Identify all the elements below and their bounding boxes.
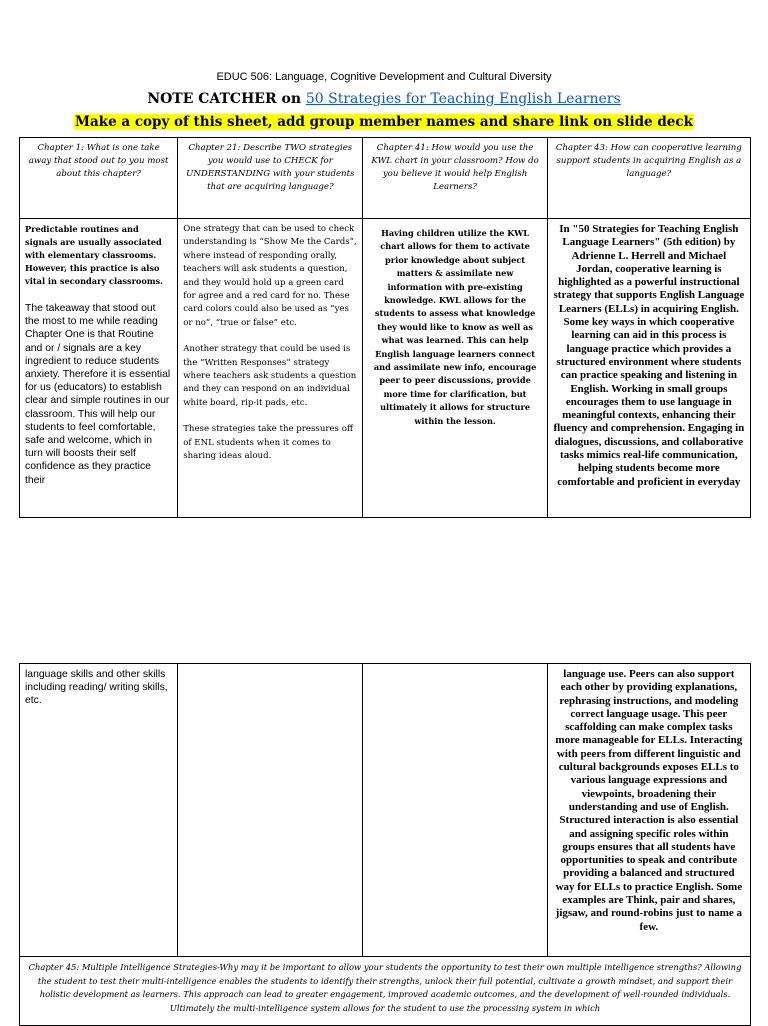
answer-ch1-highlight: Predictable routines and signals are usually associated with elementary classrooms. However, this practice is also vital in secondary classrooms. bbox=[25, 224, 163, 286]
answer-ch1-text: The takeaway that stood out the most to me while reading Chapter One is that Routine and or / signals are a key ingredient to reduce students anxiety. Therefore it is essential for us (educators) to establish clear and simple routines in our classroom. This will help our students to feel comfortable, safe and welcome, which in turn will boosts their self confidence as they practice their bbox=[25, 303, 171, 486]
answer-ch43-continued: language use. Peers can also support each other by providing explanations, rephrasing instructions, and modeling correct language usage. This peer scaffolding can make complex tasks more manageable for ELLs. Interacting with peers from different linguistic and cultural backgrounds exposes ELLs to various language expressions and viewpoints, broadening their understanding and use of English. Structured interaction is also essential and assigning specific roles within groups ensures that all students have opportunities to speak and contribute providing a balanced and structured way for ELLs to practice English. Some examples are Think, pair and shares, jigsaw, and round-robins just to name a few. bbox=[555, 668, 743, 933]
question-ch43: Chapter 43: How can cooperative learning support students in acquiring English as a language? bbox=[555, 143, 742, 179]
note-table-page1 bbox=[19, 137, 751, 518]
instruction-text: Make a copy of this sheet, add group member names and share link on slide deck bbox=[75, 114, 693, 130]
answer-row-continued bbox=[20, 664, 751, 957]
answer-cell-ch41[interactable] bbox=[363, 219, 547, 518]
instruction-banner bbox=[0, 113, 768, 131]
question-cell-ch21 bbox=[178, 138, 363, 219]
answer-row bbox=[20, 219, 751, 518]
question-cell-ch43 bbox=[547, 138, 750, 219]
answer-cell-ch43-continued[interactable] bbox=[547, 664, 750, 957]
answer-ch43-text: In "50 Strategies for Teaching English Language Learners" (5th edition) by Adrienne L. Herrell and Michael Jordan, cooperative learning is highlighted as a powerful instructional strategy that supports English Language Learners (ELLs) in acquiring English. Some key ways in which cooperative learning can aid in this process is language practice which provides a structured environment where students can practice speaking and listening in English. Working in small groups encourages them to use language in meaningful contexts, enhancing their fluency and comprehension. Engaging in dialogues, discussions, and collaborative tasks mimics real-life communication, helping students become more comfortable and proficient in everyday bbox=[553, 223, 745, 488]
chapter45-cell[interactable] bbox=[20, 957, 751, 1026]
question-ch21: Chapter 21: Describe TWO strategies you would use to CHECK for UNDERSTANDING with your students that are acquiring language? bbox=[186, 143, 355, 192]
answer-cell-ch1[interactable] bbox=[20, 219, 178, 518]
question-cell-ch1 bbox=[20, 138, 178, 219]
answer-ch41-text: Having children utilize the KWL chart allows for them to activate prior knowledge about subject matters & assimilate new information with pre-existing knowledge. KWL allows for the students to assess what knowledge they would like to know as well as what was learned. This can help English language learners connect and assimilate new info, encourage peer to peer discussions, provide more time for clarification, but ultimately it allows for structure within the lesson. bbox=[373, 228, 537, 426]
answer-cell-ch43[interactable] bbox=[547, 219, 750, 518]
answer-cell-ch1-continued[interactable] bbox=[20, 664, 178, 957]
chapter45-row bbox=[20, 957, 751, 1026]
title-prefix: NOTE CATCHER on bbox=[147, 91, 306, 107]
note-table-page2 bbox=[19, 663, 751, 1026]
answer-cell-ch21-continued[interactable] bbox=[178, 664, 363, 957]
chapter45-text: Chapter 45: Multiple Intelligence Strategies-Why may it be important to allow your students the opportunity to test their own multiple intelligence strengths? Allowing the student to test their multi-intelligence enables the students to identify their strengths, unlock their full potential, cultivate a growth mindset, and support their holistic development as learners. This approach can lead to greater engagement, improved academic outcomes, and the development of well-rounded individuals. Ultimately the multi-intelligence system allows for the student to use the processing system in which bbox=[28, 962, 742, 1013]
question-ch41: Chapter 41: How would you use the KWL chart in your classroom? How do you believe it would help English Learners? bbox=[371, 143, 539, 192]
answer-ch21-strategy2: Another strategy that could be used is the “Written Responses” strategy where teachers ask students a question and they can respond on an individual white board, rip-it pads, etc. bbox=[183, 344, 357, 408]
course-title: EDUC 506: Language, Cognitive Development and Cultural Diversity bbox=[216, 71, 552, 83]
book-title-link[interactable]: 50 Strategies for Teaching English Learners bbox=[305, 91, 621, 107]
page-title bbox=[0, 90, 768, 108]
question-row bbox=[20, 138, 751, 219]
answer-ch21-strategy1: One strategy that can be used to check understanding is “Show Me the Cards”, where instead of responding orally, teachers will ask students a question, and they would hold up a green card for agree and a red card for no. These card colors could also be used as “yes or no”, “true or false” etc. bbox=[183, 224, 357, 328]
answer-cell-ch41-continued[interactable] bbox=[363, 664, 547, 957]
question-ch1: Chapter 1: What is one take away that stood out to you most about this chapter? bbox=[28, 143, 169, 179]
answer-ch1-continued: language skills and other skills including reading/ writing skills, etc. bbox=[25, 669, 168, 707]
answer-cell-ch21[interactable] bbox=[178, 219, 363, 518]
question-cell-ch41 bbox=[363, 138, 547, 219]
answer-ch21-summary: These strategies take the pressures off of ENL students when it comes to sharing ideas aloud. bbox=[183, 424, 353, 462]
